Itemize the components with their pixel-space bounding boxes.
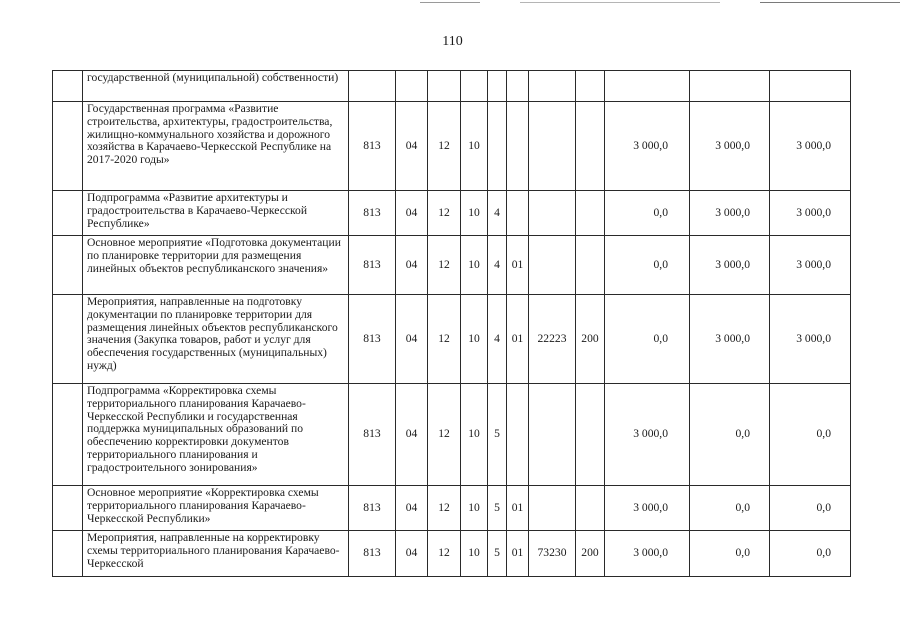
subprogram-code-cell: 5 bbox=[488, 486, 507, 531]
amount-cell: 3 000,0 bbox=[770, 191, 851, 236]
amount-cell: 0,0 bbox=[770, 531, 851, 577]
row-number-cell bbox=[53, 486, 83, 531]
item-name-cell: Подпрограмма «Развитие архитектуры и градостроительства в Карачаево-Черкесской Республике» bbox=[83, 191, 349, 236]
table-row bbox=[53, 384, 851, 486]
subsection-code-cell: 12 bbox=[428, 236, 461, 295]
amount-cell: 0,0 bbox=[770, 384, 851, 486]
item-name-cell: Подпрограмма «Корректировка схемы территориального планирования Карачаево-Черкесской Республики и государственная поддержка муниципальных образований по обеспечению корректировки документов территориального планирования и градостроительного зонирования» bbox=[83, 384, 349, 486]
ministry-code-cell: 813 bbox=[349, 486, 396, 531]
subsection-code-cell: 12 bbox=[428, 486, 461, 531]
row-number-cell bbox=[53, 295, 83, 384]
amount-cell: 0,0 bbox=[605, 295, 690, 384]
subsection-code-cell: 12 bbox=[428, 295, 461, 384]
program-code-cell: 10 bbox=[461, 191, 488, 236]
direction-code-cell bbox=[529, 102, 576, 191]
item-name-cell: Основное мероприятие «Корректировка схемы территориального планирования Карачаево-Черкесской Республики» bbox=[83, 486, 349, 531]
program-code-cell: 10 bbox=[461, 486, 488, 531]
row-number-cell bbox=[53, 531, 83, 577]
amount-cell: 3 000,0 bbox=[690, 295, 770, 384]
amount-cell: 3 000,0 bbox=[770, 236, 851, 295]
expense-type-cell bbox=[576, 236, 605, 295]
scan-artifact-line bbox=[420, 2, 480, 3]
section-code-cell: 04 bbox=[396, 191, 428, 236]
amount-cell: 3 000,0 bbox=[605, 531, 690, 577]
subprogram-code-cell: 4 bbox=[488, 236, 507, 295]
ministry-code-cell bbox=[349, 71, 396, 102]
activity-code-cell bbox=[507, 191, 529, 236]
item-name-cell: Основное мероприятие «Подготовка документации по планировке территории для размещения линейных объектов республиканского значения» bbox=[83, 236, 349, 295]
amount-cell bbox=[690, 71, 770, 102]
program-code-cell: 10 bbox=[461, 295, 488, 384]
amount-cell: 0,0 bbox=[690, 486, 770, 531]
scan-artifact-line bbox=[760, 2, 900, 3]
section-code-cell: 04 bbox=[396, 384, 428, 486]
activity-code-cell: 01 bbox=[507, 531, 529, 577]
amount-cell bbox=[770, 71, 851, 102]
expense-type-cell bbox=[576, 384, 605, 486]
amount-cell: 3 000,0 bbox=[605, 486, 690, 531]
section-code-cell: 04 bbox=[396, 486, 428, 531]
amount-cell: 3 000,0 bbox=[690, 191, 770, 236]
ministry-code-cell: 813 bbox=[349, 531, 396, 577]
subprogram-code-cell: 4 bbox=[488, 191, 507, 236]
amount-cell: 3 000,0 bbox=[770, 295, 851, 384]
direction-code-cell bbox=[529, 384, 576, 486]
amount-cell bbox=[605, 71, 690, 102]
table-row bbox=[53, 102, 851, 191]
program-code-cell: 10 bbox=[461, 531, 488, 577]
expense-type-cell: 200 bbox=[576, 531, 605, 577]
expense-type-cell bbox=[576, 191, 605, 236]
program-code-cell bbox=[461, 71, 488, 102]
row-number-cell bbox=[53, 191, 83, 236]
section-code-cell: 04 bbox=[396, 236, 428, 295]
ministry-code-cell: 813 bbox=[349, 236, 396, 295]
table-row bbox=[53, 486, 851, 531]
activity-code-cell: 01 bbox=[507, 486, 529, 531]
amount-cell: 3 000,0 bbox=[770, 102, 851, 191]
item-name-cell: государственной (муниципальной) собственности) bbox=[83, 71, 349, 102]
table-row bbox=[53, 236, 851, 295]
program-code-cell: 10 bbox=[461, 236, 488, 295]
subprogram-code-cell: 5 bbox=[488, 531, 507, 577]
section-code-cell bbox=[396, 71, 428, 102]
subsection-code-cell: 12 bbox=[428, 191, 461, 236]
amount-cell: 0,0 bbox=[770, 486, 851, 531]
amount-cell: 3 000,0 bbox=[690, 236, 770, 295]
direction-code-cell bbox=[529, 191, 576, 236]
activity-code-cell bbox=[507, 71, 529, 102]
row-number-cell bbox=[53, 236, 83, 295]
direction-code-cell: 22223 bbox=[529, 295, 576, 384]
table-row bbox=[53, 295, 851, 384]
amount-cell: 3 000,0 bbox=[605, 102, 690, 191]
direction-code-cell bbox=[529, 71, 576, 102]
subsection-code-cell: 12 bbox=[428, 531, 461, 577]
page-number: 110 bbox=[442, 34, 463, 49]
item-name-cell: Мероприятия, направленные на корректировку схемы территориального планирования Карачаево-Черкесской bbox=[83, 531, 349, 577]
amount-cell: 0,0 bbox=[605, 236, 690, 295]
program-code-cell: 10 bbox=[461, 384, 488, 486]
direction-code-cell bbox=[529, 486, 576, 531]
subprogram-code-cell bbox=[488, 102, 507, 191]
section-code-cell: 04 bbox=[396, 531, 428, 577]
row-number-cell bbox=[53, 71, 83, 102]
row-number-cell bbox=[53, 102, 83, 191]
ministry-code-cell: 813 bbox=[349, 295, 396, 384]
ministry-code-cell: 813 bbox=[349, 102, 396, 191]
program-code-cell: 10 bbox=[461, 102, 488, 191]
activity-code-cell: 01 bbox=[507, 236, 529, 295]
row-number-cell bbox=[53, 384, 83, 486]
section-code-cell: 04 bbox=[396, 295, 428, 384]
activity-code-cell: 01 bbox=[507, 295, 529, 384]
budget-table bbox=[52, 70, 851, 577]
item-name-cell: Государственная программа «Развитие строительства, архитектуры, градостроительства, жилищно-коммунального хозяйства и дорожного хозяйства в Карачаево-Черкесской Республике на 2017-2020 годы» bbox=[83, 102, 349, 191]
section-code-cell: 04 bbox=[396, 102, 428, 191]
expense-type-cell bbox=[576, 71, 605, 102]
activity-code-cell bbox=[507, 384, 529, 486]
ministry-code-cell: 813 bbox=[349, 384, 396, 486]
amount-cell: 3 000,0 bbox=[605, 384, 690, 486]
expense-type-cell bbox=[576, 102, 605, 191]
table-row bbox=[53, 531, 851, 577]
activity-code-cell bbox=[507, 102, 529, 191]
direction-code-cell: 73230 bbox=[529, 531, 576, 577]
subsection-code-cell: 12 bbox=[428, 102, 461, 191]
amount-cell: 0,0 bbox=[690, 384, 770, 486]
expense-type-cell bbox=[576, 486, 605, 531]
subprogram-code-cell: 4 bbox=[488, 295, 507, 384]
amount-cell: 0,0 bbox=[605, 191, 690, 236]
expense-type-cell: 200 bbox=[576, 295, 605, 384]
direction-code-cell bbox=[529, 236, 576, 295]
amount-cell: 3 000,0 bbox=[690, 102, 770, 191]
subprogram-code-cell bbox=[488, 71, 507, 102]
subsection-code-cell: 12 bbox=[428, 384, 461, 486]
ministry-code-cell: 813 bbox=[349, 191, 396, 236]
item-name-cell: Мероприятия, направленные на подготовку документации по планировке территории для размещения линейных объектов республиканского значения (Закупка товаров, работ и услуг для обеспечения государственных (муниципальных) нужд) bbox=[83, 295, 349, 384]
subsection-code-cell bbox=[428, 71, 461, 102]
table-row bbox=[53, 71, 851, 102]
table-row bbox=[53, 191, 851, 236]
subprogram-code-cell: 5 bbox=[488, 384, 507, 486]
amount-cell: 0,0 bbox=[690, 531, 770, 577]
scan-artifact-line bbox=[520, 2, 720, 3]
